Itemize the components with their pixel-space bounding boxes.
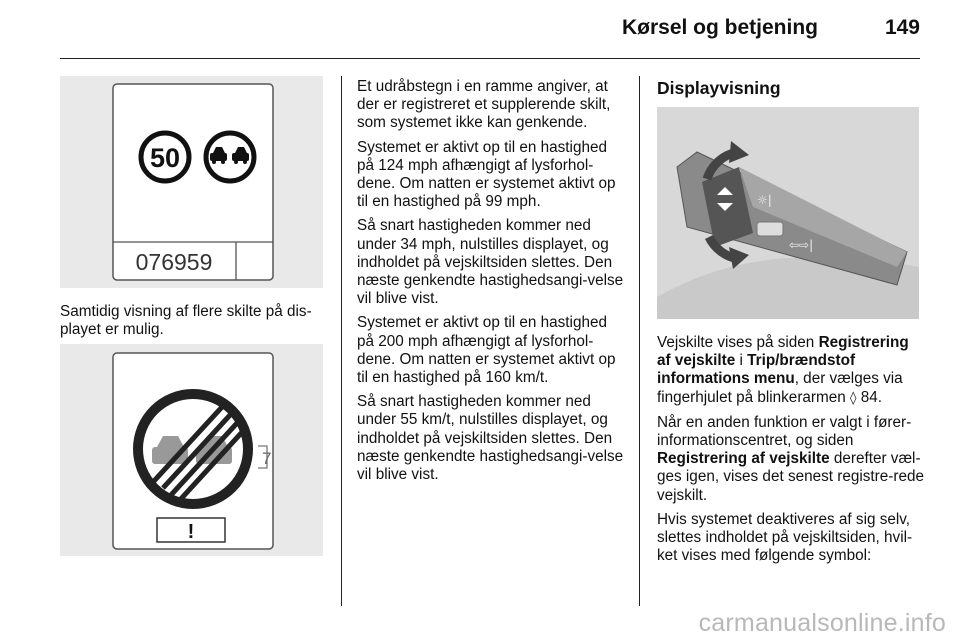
- paragraph: Så snart hastigheden kommer ned under 55 km/t, nulstilles displayet, og indholdet på vejskiltsiden slettes. Den næste genkendte hastighedsangi-velse vil blive vist.: [357, 393, 624, 484]
- page-reference: 84.: [856, 388, 882, 406]
- text: Når en anden funktion er valgt i fører-informationscentret, og siden: [657, 413, 912, 450]
- menu-reference: Registrering af vejskilte: [657, 450, 830, 468]
- right-column: [657, 334, 924, 571]
- menu-reference: Registrering af vejskilte: [657, 334, 909, 370]
- display-illustration-1: [60, 76, 323, 288]
- text: , der vælges via fingerhjulet på blinkerarmen: [657, 370, 903, 406]
- page-number: 149: [884, 16, 920, 39]
- figure-end-sign: [60, 344, 323, 556]
- figure-indicator-stalk: [657, 107, 919, 319]
- header-rule: [60, 58, 920, 59]
- display-paragraph-2: [657, 414, 924, 505]
- figure-speed-signs: [60, 76, 323, 288]
- column-divider-right: [639, 76, 640, 606]
- paragraph: Så snart hastigheden kommer ned under 34 mph, nulstilles displayet, og indholdet på vejskiltsiden slettes. Den næste genkendte hastighedsangi-velse vil blive vist.: [357, 217, 624, 308]
- paragraph: Systemet er aktivt op til en hastighed på 124 mph afhængigt af lysforhol-dene. Om natten er systemet aktivt op til en hastighed på 99 mph.: [357, 138, 616, 211]
- display-paragraph-1: [657, 334, 924, 408]
- end-of-no-overtaking-sign: [138, 394, 248, 504]
- header-title: Kørsel og betjening: [621, 16, 818, 39]
- paragraph: Systemet er aktivt op til en hastighed på 200 mph afhængigt af lysforhol-dene. Om natten er systemet aktivt op til en hastighed på 160 km/t.: [357, 314, 616, 387]
- side-mark: 7: [262, 449, 272, 468]
- section-title: Displayvisning: [657, 78, 781, 98]
- text: derefter væl-ges igen, vises det senest registre-rede vejskilt.: [657, 450, 924, 504]
- watermark: carmanualsonline.info: [698, 609, 946, 637]
- middle-column: [357, 78, 625, 490]
- figure-caption: Samtidig visning af flere skilte på dis-playet er mulig.: [60, 303, 312, 339]
- column-divider-left: [341, 76, 342, 606]
- menu-reference: Trip/brændstof informations menu: [657, 352, 856, 388]
- display-illustration-2: [60, 344, 323, 556]
- indicator-stalk-illustration: [657, 107, 919, 319]
- text: Vejskilte vises på siden: [657, 334, 819, 351]
- sign-code: 076959: [135, 249, 213, 275]
- svg-text:⇦⇨|: ⇦⇨|: [789, 238, 814, 252]
- svg-text:☼|: ☼|: [757, 193, 772, 207]
- left-column: [60, 303, 326, 345]
- text: i: [735, 352, 748, 370]
- paragraph: Et udråbstegn i en ramme angiver, at der er registreret et supplerende skilt, som systemet ikke kan genkende.: [357, 78, 611, 132]
- no-overtaking-sign: [206, 133, 254, 181]
- speed-limit-value: 50: [149, 143, 181, 173]
- unrecognized-sign-symbol: !: [187, 521, 195, 543]
- page-reference-icon: ◊: [850, 390, 857, 406]
- display-paragraph-3: Hvis systemet deaktiveres af sig selv, slettes indholdet på vejskiltsiden, hvil-ket vises med følgende symbol:: [657, 510, 913, 565]
